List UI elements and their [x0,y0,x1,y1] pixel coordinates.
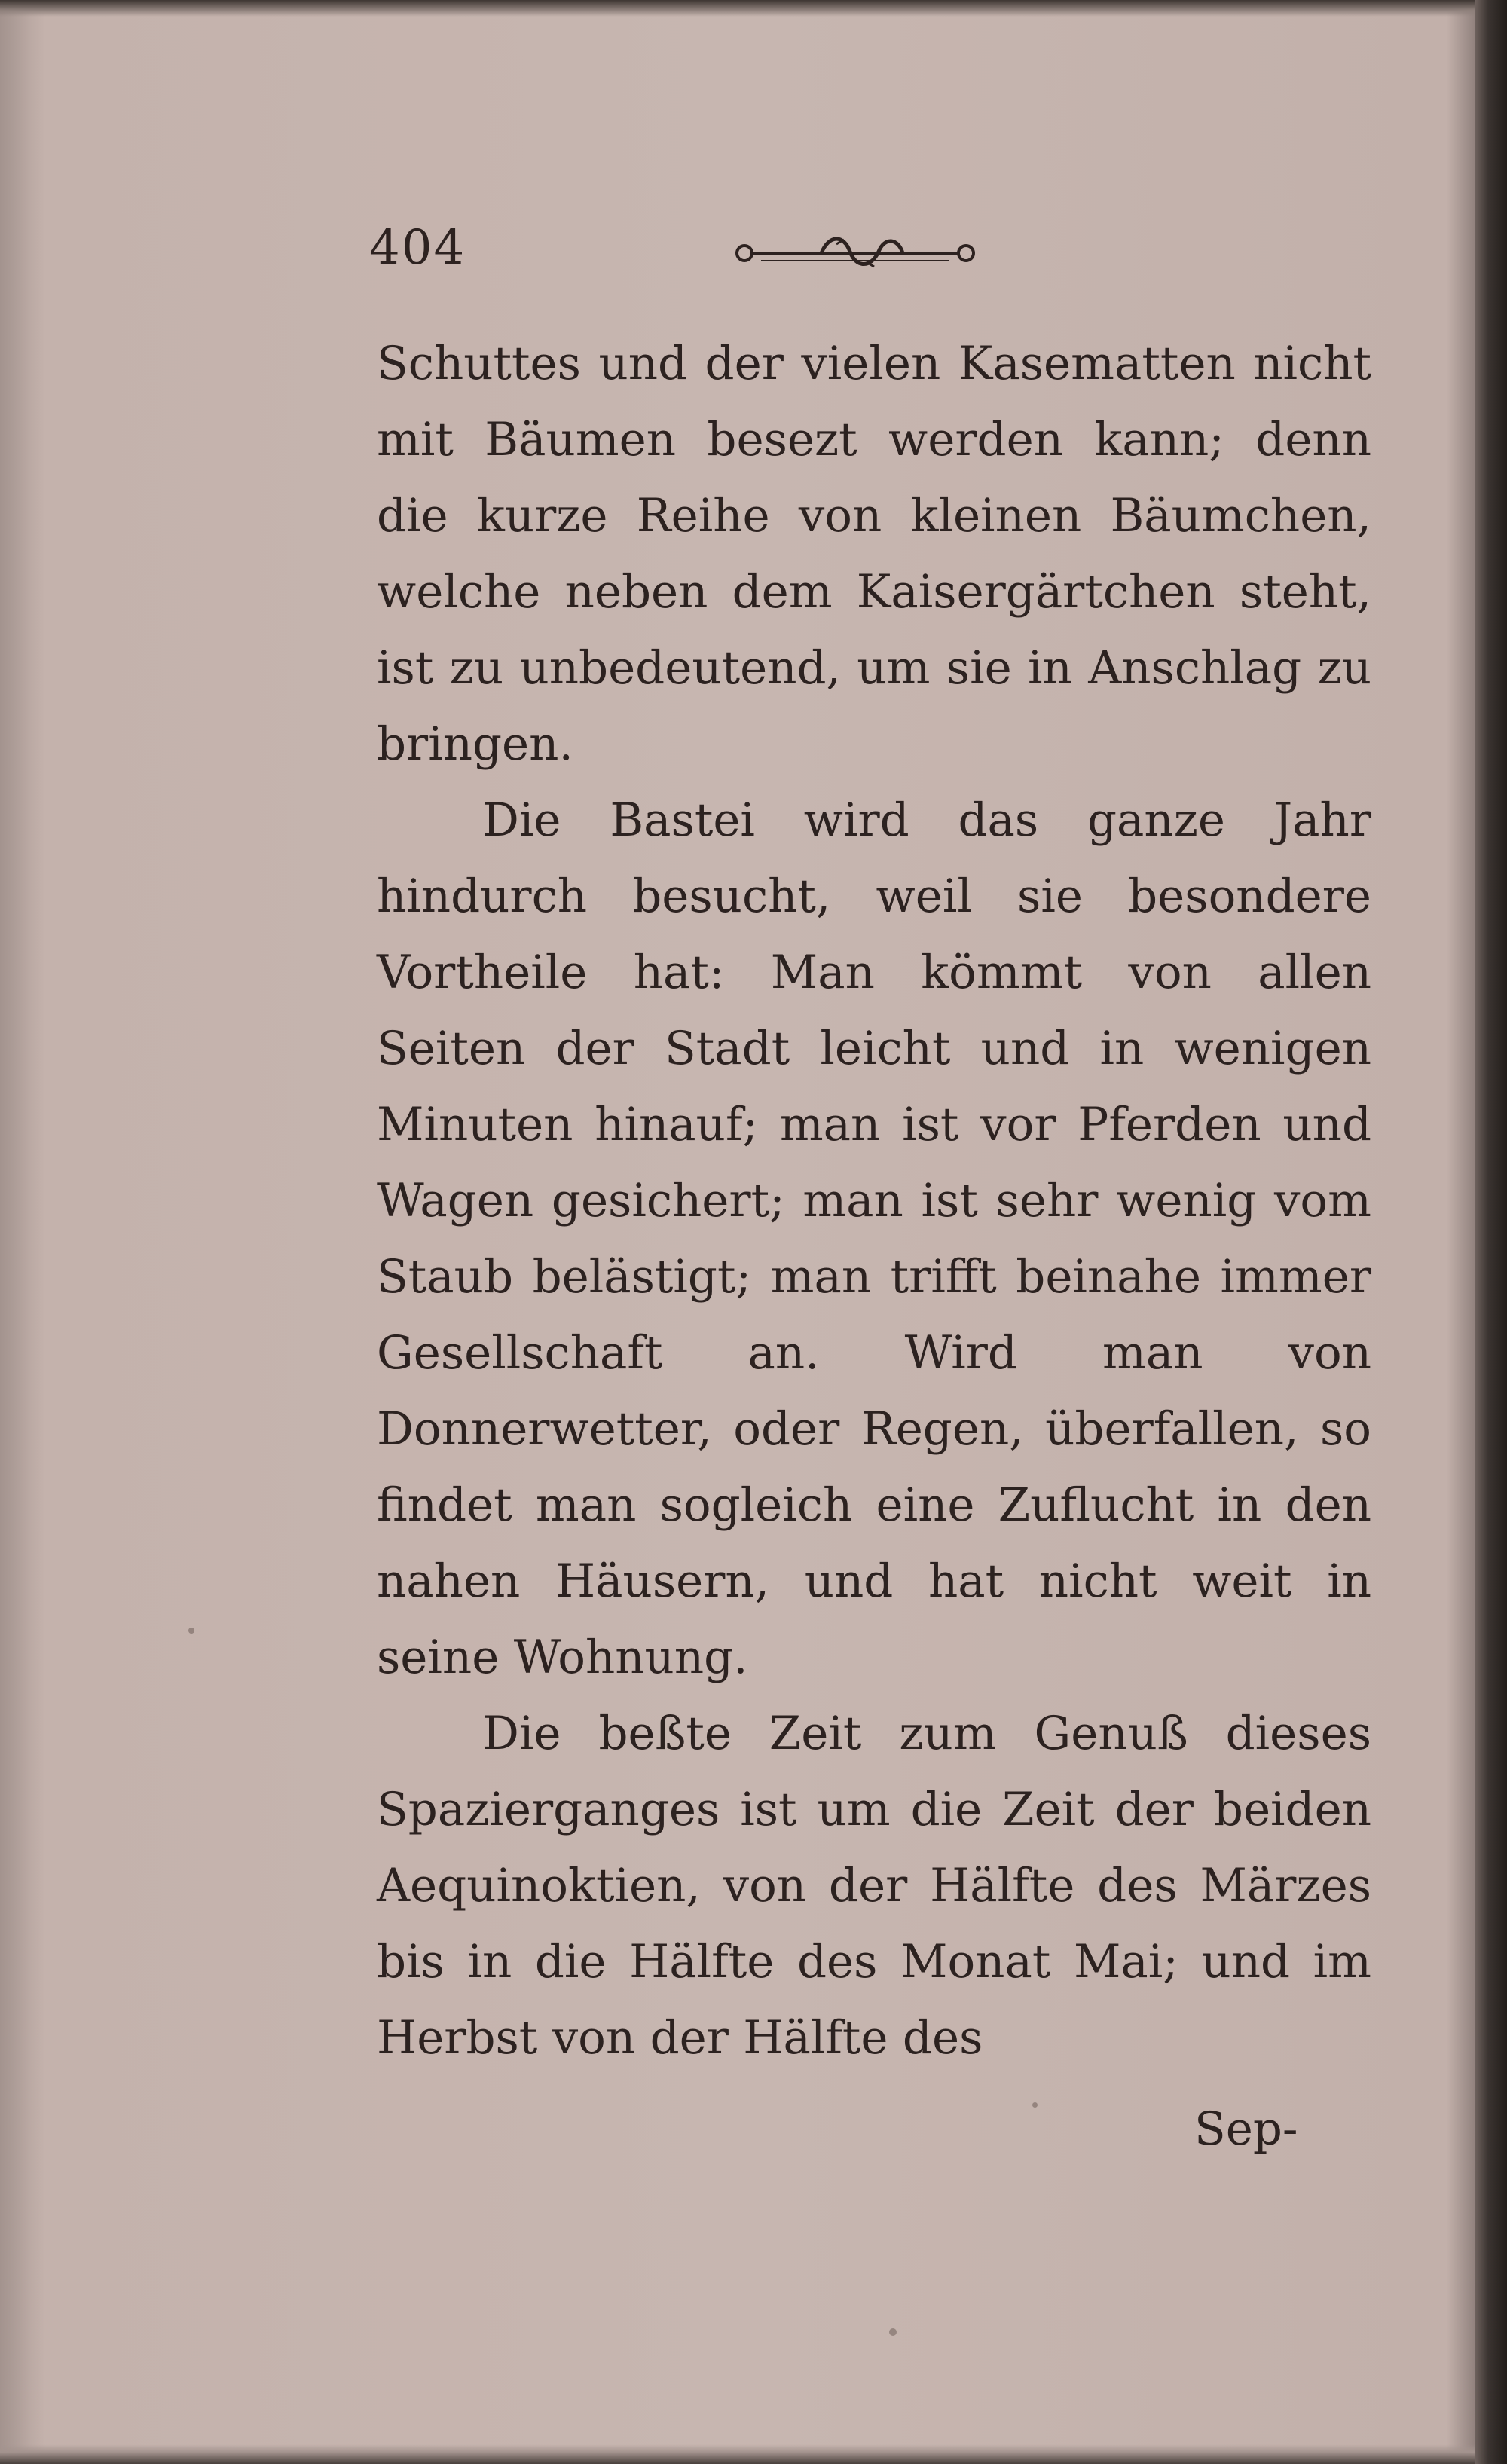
page-header [369,220,1349,288]
paper-speck [188,1628,194,1634]
right-page-edge [1475,0,1507,2464]
paper-speck [889,2328,897,2336]
catchword: Sep- [1194,2102,1298,2156]
top-page-edge [0,0,1507,17]
page-number: 404 [369,220,466,276]
paragraph-2: Die Bastei wird das ganze Jahr hindurch besucht, weil sie besondere Vortheile hat: Man kömmt von allen Seiten der Stadt leicht und in wenigen Minuten hinauf; man ist vor Pferden und Wagen gesichert; man ist sehr wenig vom Staub belästigt; man trifft beinahe immer Gesellschaft an. Wird man von Donnerwetter, oder Regen, überfallen, so findet man sogleich eine Zuflucht in den nahen Häusern, und hat nicht weit in seine Wohnung. [377,793,1371,1684]
paper-speck [1032,2102,1038,2108]
scroll-ornament-icon [731,231,980,276]
page-fold-shadow [0,0,45,2464]
paragraph-3: Die beßte Zeit zum Genuß dieses Spazierganges ist um die Zeit der beiden Aequinoktien, von der Hälfte des Märzes bis in die Hälfte des Monat Mai; und im Herbst von der Hälfte des [377,1707,1371,2065]
bottom-page-edge [0,2444,1507,2464]
body-text [377,326,1371,2076]
paragraph-1: Schuttes und der vielen Kasematten nicht mit Bäumen besezt werden kann; denn die kurze Reihe von kleinen Bäumchen, welche neben dem Kaisergärtchen steht, ist zu unbedeutend, um sie in Anschlag zu bringen. [377,337,1371,771]
